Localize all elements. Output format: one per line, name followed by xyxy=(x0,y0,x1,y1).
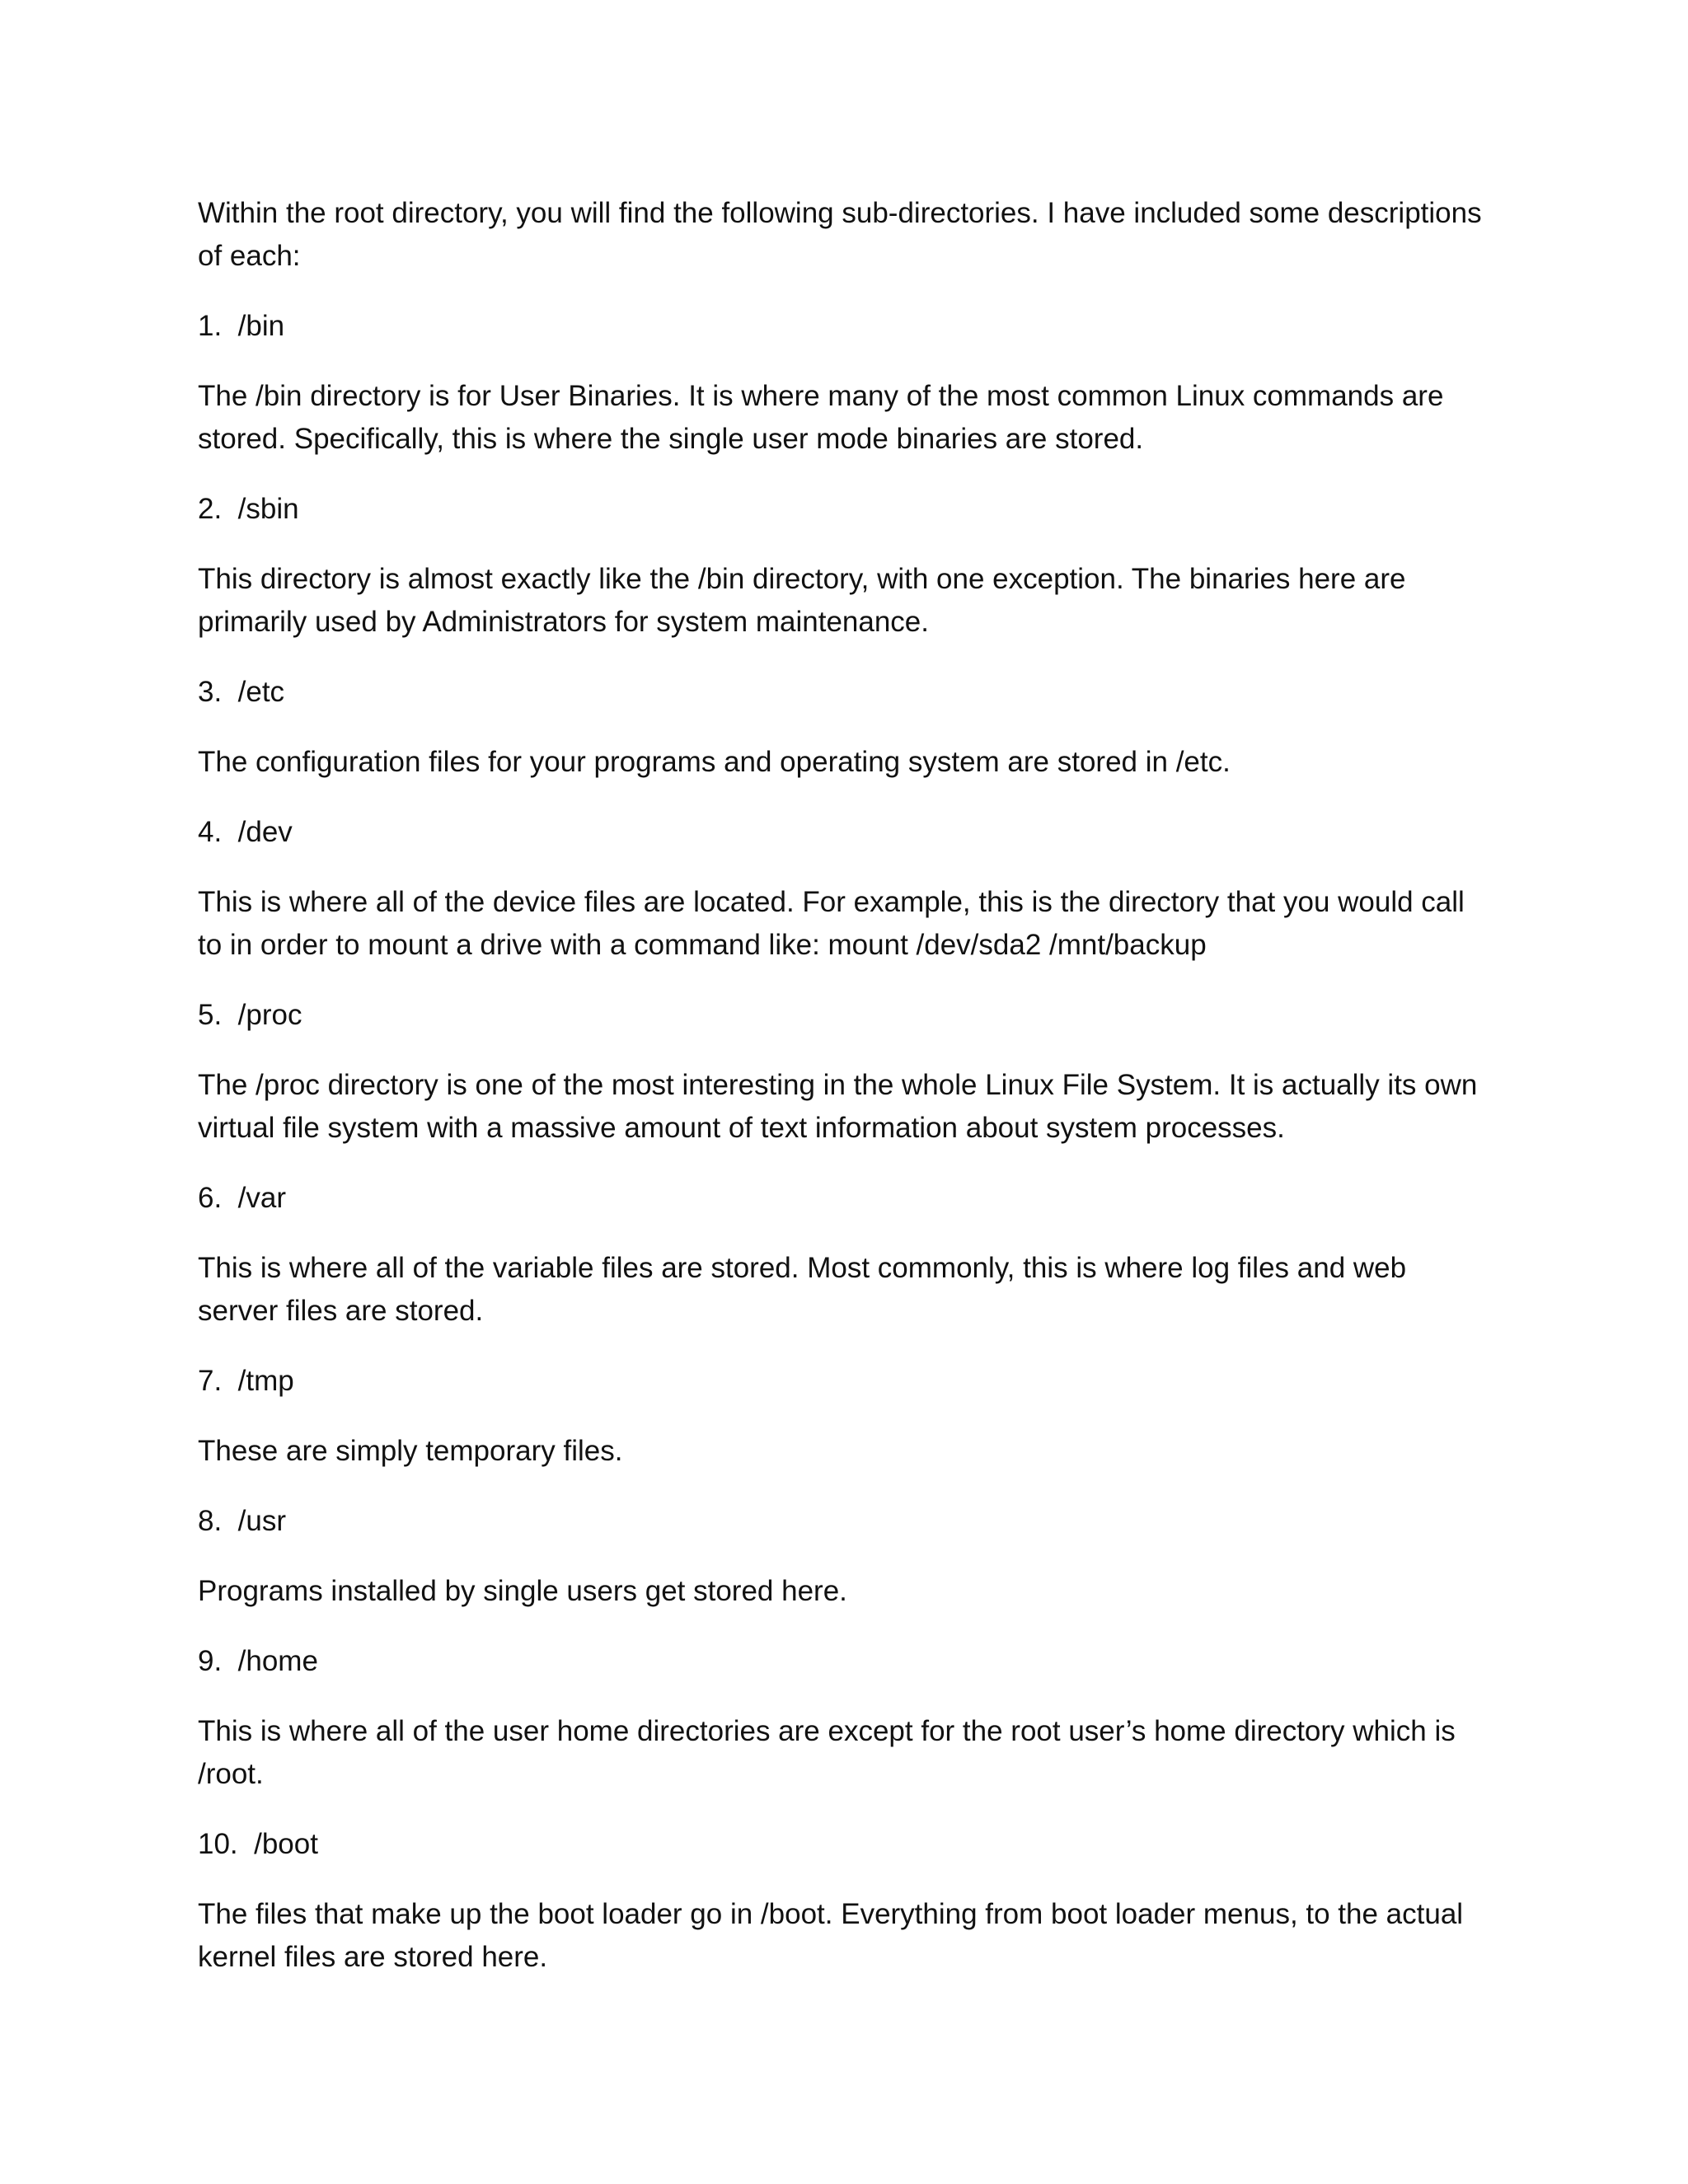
document-body xyxy=(198,192,1484,2006)
section-description-bin: The /bin directory is for User Binaries. It is where many of the most common Linux commands are stored. Specifically, this is where the single user mode binaries are stored. xyxy=(198,380,1444,455)
section-description-home: This is where all of the user home directories are except for the root user’s home directory which is /root. xyxy=(198,1715,1456,1790)
section-description-etc: The configuration files for your programs and operating system are stored in /etc. xyxy=(198,746,1231,778)
section-heading-sbin: 2. /sbin xyxy=(198,493,299,525)
section-heading-tmp: 7. /tmp xyxy=(198,1365,294,1397)
section-description-var: This is where all of the variable files are stored. Most commonly, this is where log files and web server files are stored. xyxy=(198,1252,1407,1327)
section-heading-usr: 8. /usr xyxy=(198,1505,286,1537)
section-heading-etc: 3. /etc xyxy=(198,676,285,708)
section-heading-var: 6. /var xyxy=(198,1182,286,1214)
section-description-proc: The /proc directory is one of the most interesting in the whole Linux File System. It is actually its own virtual file system with a massive amount of text information about system processes. xyxy=(198,1069,1478,1144)
intro-paragraph: Within the root directory, you will find the following sub-directories. I have included some descriptions of each: xyxy=(198,197,1482,272)
section-heading-dev: 4. /dev xyxy=(198,816,293,848)
section-description-sbin: This directory is almost exactly like the /bin directory, with one exception. The binaries here are primarily used by Administrators for system maintenance. xyxy=(198,563,1406,638)
section-description-boot: The files that make up the boot loader go in /boot. Everything from boot loader menus, to the actual kernel files are stored here. xyxy=(198,1898,1464,1973)
section-description-tmp: These are simply temporary files. xyxy=(198,1435,623,1467)
section-heading-bin: 1. /bin xyxy=(198,310,285,342)
section-heading-proc: 5. /proc xyxy=(198,999,302,1031)
section-description-usr: Programs installed by single users get stored here. xyxy=(198,1575,847,1607)
section-description-dev: This is where all of the device files are located. For example, this is the directory that you would call to in order to mount a drive with a command like: mount /dev/sda2 /mnt/backup xyxy=(198,886,1465,961)
section-heading-boot: 10. /boot xyxy=(198,1828,318,1860)
section-heading-home: 9. /home xyxy=(198,1645,318,1677)
